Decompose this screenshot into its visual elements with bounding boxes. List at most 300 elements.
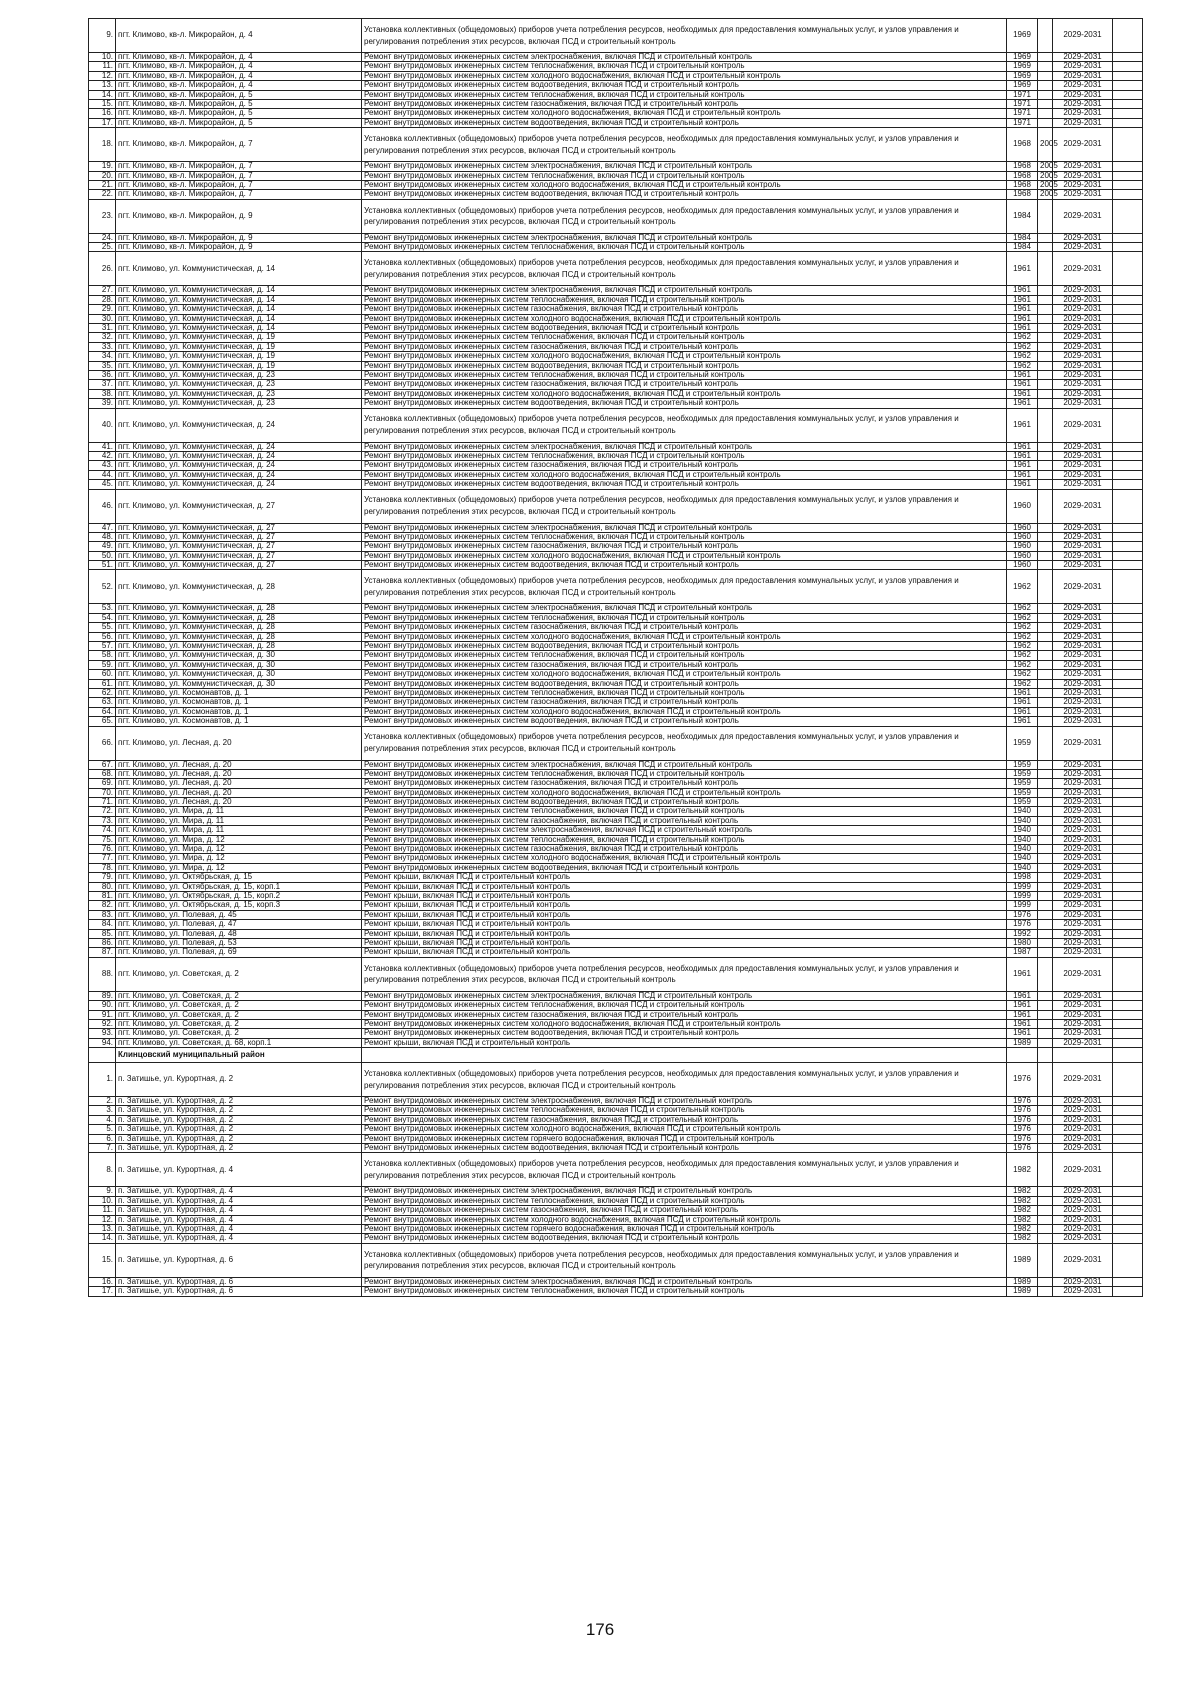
address-cell: пгт. Климово, ул. Полевая, д. 53 xyxy=(116,938,362,947)
reconstruction-year-cell xyxy=(1038,929,1053,938)
table-row xyxy=(89,461,1143,470)
row-number: 83. xyxy=(89,910,116,919)
planned-period-cell: 2029-2031 xyxy=(1053,726,1113,760)
build-year-cell: 1940 xyxy=(1007,816,1038,825)
row-number: 69. xyxy=(89,779,116,788)
empty-cell xyxy=(1113,1038,1143,1047)
row-number: 18. xyxy=(89,128,116,162)
work-type-cell: Ремонт внутридомовых инженерных систем холодного водоснабжения, включая ПСД и строительный контроль xyxy=(362,1215,1007,1224)
row-number: 34. xyxy=(89,352,116,361)
reconstruction-year-cell xyxy=(1038,938,1053,947)
reconstruction-year-cell xyxy=(1038,1196,1053,1205)
empty-cell xyxy=(1113,910,1143,919)
row-number: 26. xyxy=(89,252,116,286)
work-type-cell: Ремонт внутридомовых инженерных систем теплоснабжения, включая ПСД и строительный контроль xyxy=(362,171,1007,180)
work-type-cell: Ремонт внутридомовых инженерных систем электроснабжения, включая ПСД и строительный контроль xyxy=(362,523,1007,532)
build-year-cell: 1976 xyxy=(1007,1125,1038,1134)
table-body-klimovo xyxy=(89,19,1143,1048)
planned-period-cell: 2029-2031 xyxy=(1053,948,1113,957)
empty-cell xyxy=(1113,532,1143,541)
empty-cell xyxy=(1113,389,1143,398)
row-number: 66. xyxy=(89,726,116,760)
build-year-cell: 1962 xyxy=(1007,342,1038,351)
work-type-cell: Ремонт внутридомовых инженерных систем электроснабжения, включая ПСД и строительный контроль xyxy=(362,826,1007,835)
work-type-cell: Ремонт внутридомовых инженерных систем холодного водоснабжения, включая ПСД и строительный контроль xyxy=(362,551,1007,560)
reconstruction-year-cell xyxy=(1038,920,1053,929)
table-row xyxy=(89,243,1143,252)
reconstruction-year-cell xyxy=(1038,698,1053,707)
work-type-cell: Ремонт внутридомовых инженерных систем теплоснабжения, включая ПСД и строительный контроль xyxy=(362,807,1007,816)
row-number: 29. xyxy=(89,305,116,314)
build-year-cell: 1961 xyxy=(1007,380,1038,389)
address-cell: п. Затишье, ул. Курортная, д. 2 xyxy=(116,1115,362,1124)
build-year-cell: 1982 xyxy=(1007,1196,1038,1205)
address-cell: п. Затишье, ул. Курортная, д. 4 xyxy=(116,1187,362,1196)
empty-cell xyxy=(1113,948,1143,957)
reconstruction-year-cell xyxy=(1038,233,1053,242)
work-type-cell: Установка коллективных (общедомовых) приборов учета потребления ресурсов, необходимых для предоставления коммунальных услуг, и узлов управления и регулирования потребления этих ресурсов, включая ПСД и строительный контроль xyxy=(362,1063,1007,1097)
empty-cell xyxy=(1113,873,1143,882)
planned-period-cell: 2029-2031 xyxy=(1053,305,1113,314)
planned-period-cell: 2029-2031 xyxy=(1053,632,1113,641)
empty-cell xyxy=(1113,461,1143,470)
work-type-cell: Ремонт внутридомовых инженерных систем газоснабжения, включая ПСД и строительный контроль xyxy=(362,623,1007,632)
reconstruction-year-cell xyxy=(1038,632,1053,641)
work-type-cell: Ремонт внутридомовых инженерных систем холодного водоснабжения, включая ПСД и строительный контроль xyxy=(362,180,1007,189)
table-row xyxy=(89,1243,1143,1277)
table-row xyxy=(89,760,1143,769)
build-year-cell: 1961 xyxy=(1007,688,1038,697)
work-type-cell: Ремонт внутридомовых инженерных систем водоотведения, включая ПСД и строительный контроль xyxy=(362,480,1007,489)
row-number: 57. xyxy=(89,642,116,651)
row-number: 30. xyxy=(89,314,116,323)
table-row xyxy=(89,542,1143,551)
row-number: 47. xyxy=(89,523,116,532)
build-year-cell: 1961 xyxy=(1007,957,1038,991)
reconstruction-year-cell xyxy=(1038,845,1053,854)
row-number: 82. xyxy=(89,901,116,910)
reconstruction-year-cell xyxy=(1038,62,1053,71)
address-cell: пгт. Климово, ул. Коммунистическая, д. 14 xyxy=(116,305,362,314)
build-year-cell: 1969 xyxy=(1007,71,1038,80)
address-cell: пгт. Климово, ул. Коммунистическая, д. 28 xyxy=(116,570,362,604)
empty-cell xyxy=(1113,882,1143,891)
address-cell: пгт. Климово, ул. Коммунистическая, д. 24 xyxy=(116,408,362,442)
planned-period-cell: 2029-2031 xyxy=(1053,863,1113,872)
planned-period-cell: 2029-2031 xyxy=(1053,1243,1113,1277)
work-type-cell: Установка коллективных (общедомовых) приборов учета потребления ресурсов, необходимых для предоставления коммунальных услуг, и узлов управления и регулирования потребления этих ресурсов, включая ПСД и строительный контроль xyxy=(362,489,1007,523)
reconstruction-year-cell xyxy=(1038,523,1053,532)
planned-period-cell: 2029-2031 xyxy=(1053,561,1113,570)
table-row xyxy=(89,779,1143,788)
row-number: 8. xyxy=(89,1153,116,1187)
empty-cell xyxy=(1113,1115,1143,1124)
planned-period-cell: 2029-2031 xyxy=(1053,190,1113,199)
reconstruction-year-cell xyxy=(1038,71,1053,80)
empty-cell xyxy=(1113,551,1143,560)
row-number: 4. xyxy=(89,1115,116,1124)
work-type-cell: Ремонт внутридомовых инженерных систем водоотведения, включая ПСД и строительный контроль xyxy=(362,81,1007,90)
empty-cell xyxy=(1113,845,1143,854)
table-row xyxy=(89,1106,1143,1115)
empty-cell xyxy=(1113,901,1143,910)
table-row xyxy=(89,717,1143,726)
planned-period-cell: 2029-2031 xyxy=(1053,1019,1113,1028)
planned-period-cell: 2029-2031 xyxy=(1053,670,1113,679)
table-row xyxy=(89,651,1143,660)
empty-cell xyxy=(1113,370,1143,379)
build-year-cell: 1962 xyxy=(1007,361,1038,370)
table-row xyxy=(89,910,1143,919)
empty-cell xyxy=(1113,295,1143,304)
build-year-cell: 1976 xyxy=(1007,1144,1038,1153)
work-type-cell: Ремонт внутридомовых инженерных систем холодного водоснабжения, включая ПСД и строительный контроль xyxy=(362,71,1007,80)
reconstruction-year-cell xyxy=(1038,1010,1053,1019)
planned-period-cell: 2029-2031 xyxy=(1053,542,1113,551)
planned-period-cell: 2029-2031 xyxy=(1053,835,1113,844)
address-cell: пгт. Климово, кв-л. Микрорайон, д. 7 xyxy=(116,190,362,199)
work-type-cell: Ремонт внутридомовых инженерных систем горячего водоснабжения, включая ПСД и строительный контроль xyxy=(362,1224,1007,1233)
planned-period-cell: 2029-2031 xyxy=(1053,286,1113,295)
row-number: 75. xyxy=(89,835,116,844)
empty-cell xyxy=(1113,1206,1143,1215)
row-number: 85. xyxy=(89,929,116,938)
row-number: 74. xyxy=(89,826,116,835)
planned-period-cell: 2029-2031 xyxy=(1053,854,1113,863)
build-year-cell: 1969 xyxy=(1007,81,1038,90)
address-cell: пгт. Климово, ул. Мира, д. 12 xyxy=(116,854,362,863)
empty-cell xyxy=(1113,788,1143,797)
empty-cell xyxy=(1113,1196,1143,1205)
address-cell: пгт. Климово, ул. Коммунистическая, д. 23 xyxy=(116,370,362,379)
build-year-cell: 1976 xyxy=(1007,910,1038,919)
reconstruction-year-cell xyxy=(1038,352,1053,361)
row-number: 93. xyxy=(89,1029,116,1038)
address-cell: пгт. Климово, ул. Мира, д. 12 xyxy=(116,835,362,844)
address-cell: пгт. Климово, ул. Октябрьская, д. 15, корп.3 xyxy=(116,901,362,910)
reconstruction-year-cell xyxy=(1038,707,1053,716)
empty-cell xyxy=(1113,62,1143,71)
table-section-header xyxy=(89,1048,1143,1063)
build-year-cell: 1961 xyxy=(1007,1001,1038,1010)
reconstruction-year-cell xyxy=(1038,1029,1053,1038)
empty-cell xyxy=(1113,451,1143,460)
table-row xyxy=(89,190,1143,199)
row-number: 64. xyxy=(89,707,116,716)
reconstruction-year-cell xyxy=(1038,660,1053,669)
planned-period-cell: 2029-2031 xyxy=(1053,1287,1113,1296)
table-row xyxy=(89,128,1143,162)
build-year-cell: 1961 xyxy=(1007,252,1038,286)
row-number: 14. xyxy=(89,1234,116,1243)
reconstruction-year-cell xyxy=(1038,807,1053,816)
build-year-cell: 1959 xyxy=(1007,779,1038,788)
address-cell: пгт. Климово, кв-л. Микрорайон, д. 4 xyxy=(116,53,362,62)
work-type-cell: Ремонт внутридомовых инженерных систем теплоснабжения, включая ПСД и строительный контроль xyxy=(362,90,1007,99)
section-empty-cell xyxy=(1053,1048,1113,1063)
planned-period-cell: 2029-2031 xyxy=(1053,1115,1113,1124)
build-year-cell: 1959 xyxy=(1007,798,1038,807)
empty-cell xyxy=(1113,798,1143,807)
table-row xyxy=(89,199,1143,233)
work-type-cell: Ремонт внутридомовых инженерных систем теплоснабжения, включая ПСД и строительный контроль xyxy=(362,769,1007,778)
build-year-cell: 1999 xyxy=(1007,901,1038,910)
reconstruction-year-cell xyxy=(1038,442,1053,451)
address-cell: пгт. Климово, ул. Космонавтов, д. 1 xyxy=(116,698,362,707)
address-cell: пгт. Климово, ул. Космонавтов, д. 1 xyxy=(116,717,362,726)
address-cell: пгт. Климово, кв-л. Микрорайон, д. 9 xyxy=(116,243,362,252)
build-year-cell: 1989 xyxy=(1007,1287,1038,1296)
planned-period-cell: 2029-2031 xyxy=(1053,180,1113,189)
planned-period-cell: 2029-2031 xyxy=(1053,1144,1113,1153)
address-cell: пгт. Климово, ул. Полевая, д. 48 xyxy=(116,929,362,938)
address-cell: пгт. Климово, ул. Коммунистическая, д. 30 xyxy=(116,670,362,679)
empty-cell xyxy=(1113,613,1143,622)
reconstruction-year-cell xyxy=(1038,670,1053,679)
table-row xyxy=(89,929,1143,938)
reconstruction-year-cell xyxy=(1038,461,1053,470)
empty-cell xyxy=(1113,90,1143,99)
planned-period-cell: 2029-2031 xyxy=(1053,243,1113,252)
table-row xyxy=(89,1187,1143,1196)
address-cell: пгт. Климово, ул. Коммунистическая, д. 27 xyxy=(116,542,362,551)
address-cell: пгт. Климово, ул. Советская, д. 2 xyxy=(116,1029,362,1038)
table-row xyxy=(89,920,1143,929)
row-number: 45. xyxy=(89,480,116,489)
address-cell: пгт. Климово, ул. Октябрьская, д. 15, корп.2 xyxy=(116,892,362,901)
build-year-cell: 1961 xyxy=(1007,286,1038,295)
address-cell: пгт. Климово, ул. Коммунистическая, д. 24 xyxy=(116,442,362,451)
planned-period-cell: 2029-2031 xyxy=(1053,845,1113,854)
row-number: 33. xyxy=(89,342,116,351)
table-row xyxy=(89,1144,1143,1153)
reconstruction-year-cell xyxy=(1038,882,1053,891)
work-type-cell: Ремонт внутридомовых инженерных систем газоснабжения, включая ПСД и строительный контроль xyxy=(362,845,1007,854)
build-year-cell: 1969 xyxy=(1007,19,1038,53)
planned-period-cell: 2029-2031 xyxy=(1053,19,1113,53)
planned-period-cell: 2029-2031 xyxy=(1053,769,1113,778)
empty-cell xyxy=(1113,779,1143,788)
table-row xyxy=(89,948,1143,957)
planned-period-cell: 2029-2031 xyxy=(1053,651,1113,660)
reconstruction-year-cell xyxy=(1038,835,1053,844)
work-type-cell: Ремонт внутридомовых инженерных систем теплоснабжения, включая ПСД и строительный контроль xyxy=(362,295,1007,304)
empty-cell xyxy=(1113,698,1143,707)
row-number: 23. xyxy=(89,199,116,233)
address-cell: пгт. Климово, ул. Коммунистическая, д. 30 xyxy=(116,679,362,688)
reconstruction-year-cell xyxy=(1038,910,1053,919)
build-year-cell: 1961 xyxy=(1007,408,1038,442)
address-cell: пгт. Климово, ул. Коммунистическая, д. 30 xyxy=(116,660,362,669)
empty-cell xyxy=(1113,243,1143,252)
build-year-cell: 1961 xyxy=(1007,295,1038,304)
table-row xyxy=(89,1038,1143,1047)
work-type-cell: Ремонт внутридомовых инженерных систем электроснабжения, включая ПСД и строительный контроль xyxy=(362,233,1007,242)
reconstruction-year-cell xyxy=(1038,286,1053,295)
table-row xyxy=(89,19,1143,53)
build-year-cell: 1961 xyxy=(1007,461,1038,470)
address-cell: пгт. Климово, ул. Коммунистическая, д. 27 xyxy=(116,489,362,523)
row-number: 52. xyxy=(89,570,116,604)
build-year-cell: 1976 xyxy=(1007,1134,1038,1143)
row-number: 94. xyxy=(89,1038,116,1047)
planned-period-cell: 2029-2031 xyxy=(1053,53,1113,62)
planned-period-cell: 2029-2031 xyxy=(1053,389,1113,398)
table-row xyxy=(89,623,1143,632)
build-year-cell: 1962 xyxy=(1007,642,1038,651)
planned-period-cell: 2029-2031 xyxy=(1053,642,1113,651)
work-type-cell: Ремонт внутридомовых инженерных систем холодного водоснабжения, включая ПСД и строительный контроль xyxy=(362,1125,1007,1134)
reconstruction-year-cell xyxy=(1038,1243,1053,1277)
empty-cell xyxy=(1113,717,1143,726)
row-number: 22. xyxy=(89,190,116,199)
planned-period-cell: 2029-2031 xyxy=(1053,760,1113,769)
row-number: 81. xyxy=(89,892,116,901)
work-type-cell: Ремонт внутридомовых инженерных систем водоотведения, включая ПСД и строительный контроль xyxy=(362,798,1007,807)
row-number: 67. xyxy=(89,760,116,769)
empty-cell xyxy=(1113,118,1143,127)
build-year-cell: 1971 xyxy=(1007,118,1038,127)
address-cell: пгт. Климово, кв-л. Микрорайон, д. 4 xyxy=(116,19,362,53)
address-cell: пгт. Климово, ул. Лесная, д. 20 xyxy=(116,760,362,769)
planned-period-cell: 2029-2031 xyxy=(1053,62,1113,71)
work-type-cell: Ремонт внутридомовых инженерных систем водоотведения, включая ПСД и строительный контроль xyxy=(362,324,1007,333)
row-number: 10. xyxy=(89,1196,116,1205)
work-type-cell: Ремонт внутридомовых инженерных систем теплоснабжения, включая ПСД и строительный контроль xyxy=(362,613,1007,622)
address-cell: пгт. Климово, ул. Коммунистическая, д. 23 xyxy=(116,389,362,398)
planned-period-cell: 2029-2031 xyxy=(1053,1097,1113,1106)
reconstruction-year-cell xyxy=(1038,1134,1053,1143)
address-cell: пгт. Климово, ул. Коммунистическая, д. 27 xyxy=(116,551,362,560)
table-row xyxy=(89,1010,1143,1019)
address-cell: пгт. Климово, ул. Лесная, д. 20 xyxy=(116,769,362,778)
address-cell: пгт. Климово, кв-л. Микрорайон, д. 7 xyxy=(116,162,362,171)
row-number: 80. xyxy=(89,882,116,891)
address-cell: пгт. Климово, ул. Космонавтов, д. 1 xyxy=(116,688,362,697)
row-number: 12. xyxy=(89,1215,116,1224)
reconstruction-year-cell xyxy=(1038,252,1053,286)
work-type-cell: Ремонт внутридомовых инженерных систем холодного водоснабжения, включая ПСД и строительный контроль xyxy=(362,670,1007,679)
build-year-cell: 1982 xyxy=(1007,1206,1038,1215)
work-type-cell: Ремонт внутридомовых инженерных систем газоснабжения, включая ПСД и строительный контроль xyxy=(362,305,1007,314)
empty-cell xyxy=(1113,604,1143,613)
empty-cell xyxy=(1113,171,1143,180)
row-number: 12. xyxy=(89,71,116,80)
work-type-cell: Установка коллективных (общедомовых) приборов учета потребления ресурсов, необходимых для предоставления коммунальных услуг, и узлов управления и регулирования потребления этих ресурсов, включая ПСД и строительный контроль xyxy=(362,408,1007,442)
work-type-cell: Ремонт внутридомовых инженерных систем водоотведения, включая ПСД и строительный контроль xyxy=(362,399,1007,408)
row-number: 28. xyxy=(89,295,116,304)
address-cell: пгт. Климово, кв-л. Микрорайон, д. 9 xyxy=(116,199,362,233)
build-year-cell: 1940 xyxy=(1007,826,1038,835)
planned-period-cell: 2029-2031 xyxy=(1053,370,1113,379)
reconstruction-year-cell xyxy=(1038,243,1053,252)
address-cell: пгт. Климово, кв-л. Микрорайон, д. 5 xyxy=(116,90,362,99)
planned-period-cell: 2029-2031 xyxy=(1053,623,1113,632)
reconstruction-year-cell xyxy=(1038,948,1053,957)
work-type-cell: Ремонт крыши, включая ПСД и строительный контроль xyxy=(362,873,1007,882)
row-number: 60. xyxy=(89,670,116,679)
build-year-cell: 1960 xyxy=(1007,489,1038,523)
work-type-cell: Установка коллективных (общедомовых) приборов учета потребления ресурсов, необходимых для предоставления коммунальных услуг, и узлов управления и регулирования потребления этих ресурсов, включая ПСД и строительный контроль xyxy=(362,957,1007,991)
planned-period-cell: 2029-2031 xyxy=(1053,128,1113,162)
build-year-cell: 1980 xyxy=(1007,938,1038,947)
address-cell: п. Затишье, ул. Курортная, д. 6 xyxy=(116,1277,362,1286)
reconstruction-year-cell xyxy=(1038,642,1053,651)
empty-cell xyxy=(1113,863,1143,872)
row-number: 16. xyxy=(89,109,116,118)
build-year-cell: 1976 xyxy=(1007,920,1038,929)
reconstruction-year-cell xyxy=(1038,1019,1053,1028)
work-type-cell: Ремонт внутридомовых инженерных систем холодного водоснабжения, включая ПСД и строительный контроль xyxy=(362,788,1007,797)
reconstruction-year-cell xyxy=(1038,1153,1053,1187)
empty-cell xyxy=(1113,1215,1143,1224)
reconstruction-year-cell xyxy=(1038,561,1053,570)
address-cell: пгт. Климово, ул. Коммунистическая, д. 19 xyxy=(116,352,362,361)
work-type-cell: Ремонт внутридомовых инженерных систем холодного водоснабжения, включая ПСД и строительный контроль xyxy=(362,470,1007,479)
empty-cell xyxy=(1113,1097,1143,1106)
build-year-cell: 1962 xyxy=(1007,352,1038,361)
row-number: 87. xyxy=(89,948,116,957)
table-row xyxy=(89,873,1143,882)
row-number: 77. xyxy=(89,854,116,863)
build-year-cell: 1984 xyxy=(1007,233,1038,242)
empty-cell xyxy=(1113,128,1143,162)
build-year-cell: 1982 xyxy=(1007,1234,1038,1243)
work-type-cell: Ремонт внутридомовых инженерных систем холодного водоснабжения, включая ПСД и строительный контроль xyxy=(362,352,1007,361)
reconstruction-year-cell xyxy=(1038,816,1053,825)
work-type-cell: Установка коллективных (общедомовых) приборов учета потребления ресурсов, необходимых для предоставления коммунальных услуг, и узлов управления и регулирования потребления этих ресурсов, включая ПСД и строительный контроль xyxy=(362,570,1007,604)
work-type-cell: Ремонт внутридомовых инженерных систем водоотведения, включая ПСД и строительный контроль xyxy=(362,679,1007,688)
address-cell: п. Затишье, ул. Курортная, д. 2 xyxy=(116,1125,362,1134)
address-cell: пгт. Климово, кв-л. Микрорайон, д. 7 xyxy=(116,171,362,180)
work-type-cell: Ремонт внутридомовых инженерных систем холодного водоснабжения, включая ПСД и строительный контроль xyxy=(362,314,1007,323)
work-type-cell: Ремонт крыши, включая ПСД и строительный контроль xyxy=(362,882,1007,891)
planned-period-cell: 2029-2031 xyxy=(1053,604,1113,613)
work-type-cell: Ремонт крыши, включая ПСД и строительный контроль xyxy=(362,929,1007,938)
row-number: 31. xyxy=(89,324,116,333)
reconstruction-year-cell xyxy=(1038,1125,1053,1134)
reconstruction-year-cell xyxy=(1038,551,1053,560)
work-type-cell: Ремонт внутридомовых инженерных систем электроснабжения, включая ПСД и строительный контроль xyxy=(362,1097,1007,1106)
row-number: 54. xyxy=(89,613,116,622)
empty-cell xyxy=(1113,480,1143,489)
build-year-cell: 1962 xyxy=(1007,679,1038,688)
build-year-cell: 1961 xyxy=(1007,480,1038,489)
build-year-cell: 1960 xyxy=(1007,561,1038,570)
empty-cell xyxy=(1113,1001,1143,1010)
empty-cell xyxy=(1113,854,1143,863)
reconstruction-year-cell xyxy=(1038,470,1053,479)
address-cell: пгт. Климово, ул. Коммунистическая, д. 28 xyxy=(116,623,362,632)
work-type-cell: Ремонт крыши, включая ПСД и строительный контроль xyxy=(362,892,1007,901)
address-cell: п. Затишье, ул. Курортная, д. 4 xyxy=(116,1215,362,1224)
reconstruction-year-cell xyxy=(1038,99,1053,108)
row-number: 58. xyxy=(89,651,116,660)
planned-period-cell: 2029-2031 xyxy=(1053,788,1113,797)
empty-cell xyxy=(1113,1187,1143,1196)
row-number: 42. xyxy=(89,451,116,460)
empty-cell xyxy=(1113,333,1143,342)
address-cell: п. Затишье, ул. Курортная, д. 4 xyxy=(116,1206,362,1215)
empty-cell xyxy=(1113,361,1143,370)
planned-period-cell: 2029-2031 xyxy=(1053,1187,1113,1196)
work-type-cell: Ремонт внутридомовых инженерных систем газоснабжения, включая ПСД и строительный контроль xyxy=(362,342,1007,351)
planned-period-cell: 2029-2031 xyxy=(1053,71,1113,80)
row-number: 73. xyxy=(89,816,116,825)
empty-cell xyxy=(1113,470,1143,479)
work-type-cell: Ремонт внутридомовых инженерных систем водоотведения, включая ПСД и строительный контроль xyxy=(362,1234,1007,1243)
table-body-klintsy xyxy=(89,1063,1143,1296)
